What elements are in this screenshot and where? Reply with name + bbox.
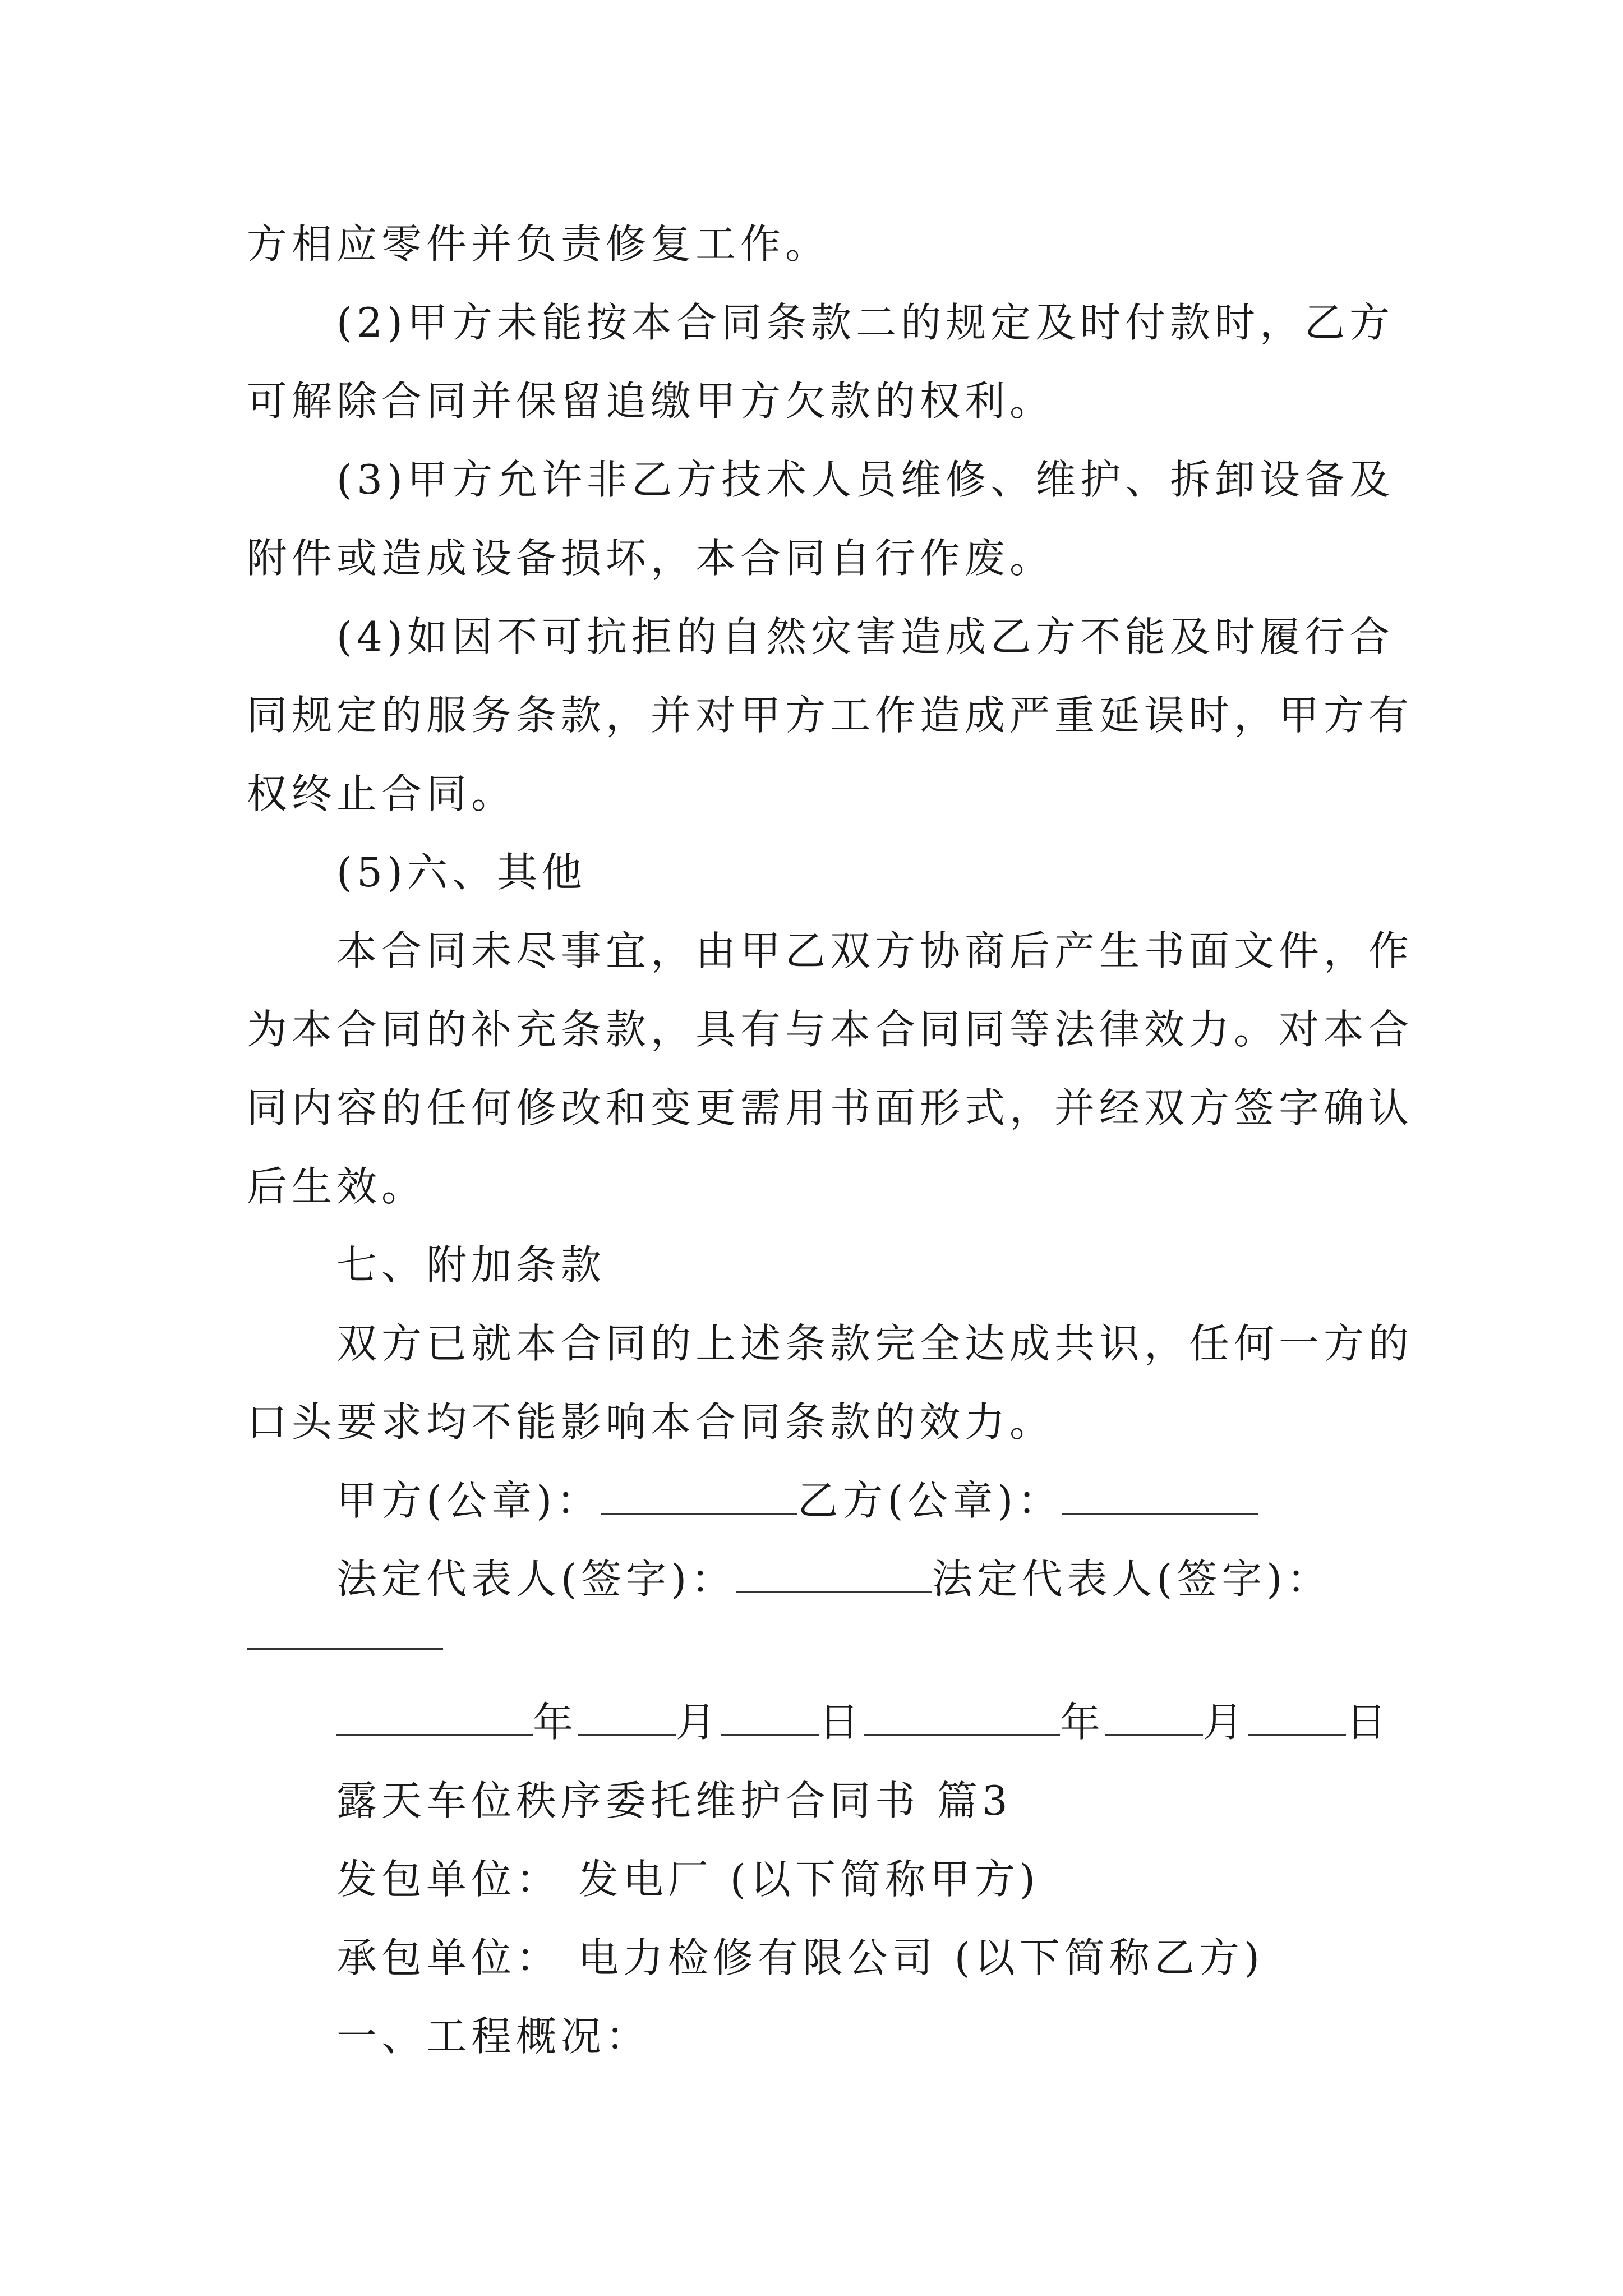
paragraph-line: 同内容的任何修改和变更需用书面形式，并经双方签字确认: [247, 1084, 1414, 1131]
party-a-seal-blank: [601, 1477, 797, 1515]
seal-row: [336, 1473, 1258, 1529]
paragraph-line: 口头要求均不能影响本合同条款的效力。: [247, 1398, 1055, 1446]
paragraph-line: 本合同未尽事宜，由甲乙双方协商后产生书面文件，作: [336, 927, 1414, 974]
legal-rep-a-label: 法定代表人(签字)：: [336, 1556, 736, 1603]
paragraph-line: 后生效。: [247, 1163, 427, 1210]
year-b-blank: [864, 1699, 1060, 1736]
paragraph-line: 同规定的服务条款，并对甲方工作造成严重延误时，甲方有: [247, 692, 1414, 739]
party-b-seal-blank: [1062, 1477, 1258, 1515]
paragraph-line: (2)甲方未能按本合同条款二的规定及时付款时，乙方: [336, 299, 1394, 346]
legal-rep-b-blank: [247, 1648, 443, 1650]
month-b-label: 月: [1203, 1699, 1248, 1746]
paragraph-line: (4)如因不可抗拒的自然灾害造成乙方不能及时履行合: [336, 613, 1394, 660]
paragraph-line: 可解除合同并保留追缴甲方欠款的权利。: [247, 378, 1055, 425]
employer-line: 发包单位： 发电厂 (以下简称甲方): [336, 1856, 1040, 1903]
year-b-label: 年: [1060, 1699, 1105, 1746]
day-a-label: 日: [819, 1699, 864, 1746]
party-a-seal-label: 甲方(公章)：: [336, 1477, 602, 1524]
year-a-blank: [336, 1699, 533, 1736]
paragraph-line: 附件或造成设备损坏，本合同自行作废。: [247, 535, 1055, 582]
section-title: 露天车位秩序委托维护合同书 篇3: [336, 1777, 1012, 1824]
legal-rep-row: [336, 1551, 1331, 1607]
day-b-blank: [1248, 1699, 1346, 1736]
paragraph-line: (5)六、其他: [336, 849, 587, 896]
month-a-label: 月: [676, 1699, 721, 1746]
section-heading: 七、附加条款: [336, 1241, 606, 1289]
project-overview-heading: 一、工程概况：: [336, 2013, 651, 2060]
contractor-line: 承包单位： 电力检修有限公司 (以下简称乙方): [336, 1934, 1264, 1981]
paragraph-line: 权终止合同。: [247, 770, 517, 817]
month-b-blank: [1105, 1699, 1203, 1736]
paragraph-line: 方相应零件并负责修复工作。: [247, 220, 831, 268]
day-a-blank: [721, 1699, 819, 1736]
day-b-label: 日: [1346, 1699, 1391, 1746]
legal-rep-a-blank: [736, 1556, 932, 1593]
month-a-blank: [578, 1699, 676, 1736]
paragraph-line: 为本合同的补充条款，具有与本合同同等法律效力。对本合: [247, 1006, 1414, 1053]
date-row: [336, 1694, 1391, 1750]
year-a-label: 年: [533, 1699, 578, 1746]
paragraph-line: 双方已就本合同的上述条款完全达成共识，任何一方的: [336, 1320, 1414, 1367]
party-b-seal-label: 乙方(公章)：: [797, 1477, 1063, 1524]
paragraph-line: (3)甲方允许非乙方技术人员维修、维护、拆卸设备及: [336, 456, 1394, 503]
legal-rep-b-label: 法定代表人(签字)：: [932, 1556, 1332, 1603]
